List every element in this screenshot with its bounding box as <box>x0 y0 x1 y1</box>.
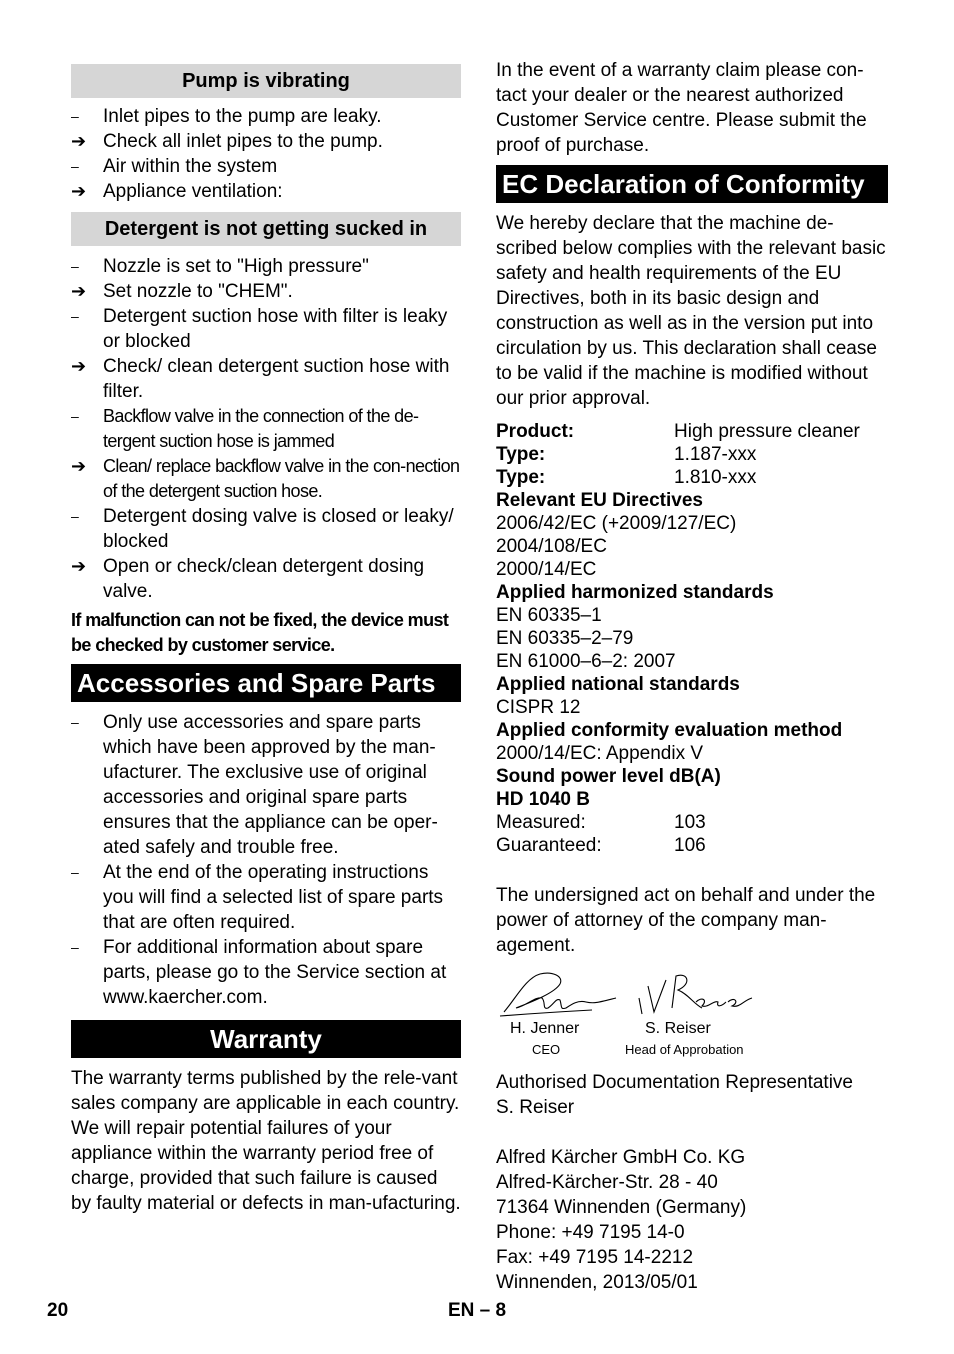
fax-line: Fax: +49 7195 14-2212 <box>496 1247 694 1268</box>
left-column <box>71 58 461 1216</box>
arrow-right-icon: ➔ <box>71 281 87 301</box>
signer2-name: S. Reiser <box>645 1020 711 1037</box>
sound-heading: Sound power level dB(A) <box>496 766 721 787</box>
signature-block <box>496 968 888 1057</box>
method-value: 2000/14/EC: Appendix V <box>496 743 704 764</box>
address-line: Alfred Kärcher GmbH Co. KG <box>496 1147 746 1168</box>
list-item <box>71 404 461 454</box>
list-item-text: Backflow valve in the connection of the de-tergent suction hose is jammed <box>103 406 419 451</box>
product-row <box>496 420 888 443</box>
type-value-1: 1.187-xxx <box>674 444 757 465</box>
detergent-items-list <box>71 254 461 604</box>
signatures-graphic <box>496 968 888 1028</box>
list-item-text: Detergent dosing valve is closed or leaky/ blocked <box>103 506 454 552</box>
list-item-text: Nozzle is set to "High pressure" <box>103 256 369 277</box>
signer1-title: CEO <box>532 1042 561 1057</box>
type-label-2: Type: <box>496 467 546 488</box>
malfunction-note: If malfunction can not be fixed, the device must be checked by customer service. <box>71 610 449 655</box>
place-date-line: Winnenden, 2013/05/01 <box>496 1272 698 1293</box>
signer1-name: H. Jenner <box>510 1020 580 1037</box>
page-number: 20 <box>47 1300 69 1321</box>
right-column <box>496 58 888 1295</box>
list-item <box>71 935 461 1010</box>
dash-bullet-icon: – <box>71 408 79 424</box>
measured-label: Measured: <box>496 812 586 833</box>
directives-heading: Relevant EU Directives <box>496 490 703 511</box>
list-item <box>71 454 461 504</box>
guaranteed-label: Guaranteed: <box>496 835 602 856</box>
address-line: 71364 Winnenden (Germany) <box>496 1197 747 1218</box>
accessories-items-list <box>71 710 461 1010</box>
type-label-1: Type: <box>496 444 546 465</box>
dash-bullet-icon: – <box>71 108 79 124</box>
list-item <box>71 179 461 204</box>
pump-vibrating-heading: Pump is vibrating <box>71 64 461 98</box>
warranty-claim-text: In the event of a warranty claim please con-tact your dealer or the nearest authorized Customer Service centre. Please submit the proof of purchase. <box>496 60 867 156</box>
directive-item: 2000/14/EC <box>496 559 597 580</box>
list-item-text: Inlet pipes to the pump are leaky. <box>103 106 382 127</box>
warranty-text: The warranty terms published by the rele-vant sales company are applicable in each country. We will repair potential failures of your appliance within the warranty period free of charge, provided that such failure is caused by faulty material or defects in man-ufacturing. <box>71 1068 461 1214</box>
list-item <box>71 354 461 404</box>
list-item <box>71 304 461 354</box>
national-item: CISPR 12 <box>496 697 581 718</box>
signer2-title: Head of Approbation <box>625 1042 744 1057</box>
list-item-text: Air within the system <box>103 156 278 177</box>
measured-row <box>496 811 888 834</box>
list-item <box>71 554 461 604</box>
representative-name: S. Reiser <box>496 1097 575 1118</box>
list-item-text: Appliance ventilation: <box>103 181 283 202</box>
product-value: High pressure cleaner <box>674 421 860 442</box>
list-item <box>71 860 461 935</box>
list-item <box>71 154 461 179</box>
list-item-text: Detergent suction hose with filter is leaky or blocked <box>103 306 448 352</box>
spec-table <box>496 420 888 857</box>
directive-item: 2004/108/EC <box>496 536 607 557</box>
harmonized-item: EN 61000–6–2: 2007 <box>496 651 676 672</box>
phone-line: Phone: +49 7195 14-0 <box>496 1222 685 1243</box>
declaration-text: We hereby declare that the machine de-scribed below complies with the relevant basic safety and health requirements of the EU Directives, both in its basic design and construction as well as in the version put into circulation by us. This declaration shall cease to be valid if the machine is modified without our prior approval. <box>496 213 886 409</box>
guaranteed-value: 106 <box>674 835 706 856</box>
type-value-2: 1.810-xxx <box>674 467 757 488</box>
signature-jenner <box>500 973 616 1016</box>
harmonized-item: EN 60335–1 <box>496 605 602 626</box>
pump-items-list <box>71 104 461 204</box>
list-item-text: Check/ clean detergent suction hose with filter. <box>103 356 450 402</box>
list-item <box>71 104 461 129</box>
arrow-right-icon: ➔ <box>71 356 87 376</box>
dash-bullet-icon: – <box>71 258 79 274</box>
list-item-text: Check all inlet pipes to the pump. <box>103 131 383 152</box>
directive-item: 2006/42/EC (+2009/127/EC) <box>496 513 737 534</box>
dash-bullet-icon: – <box>71 939 79 955</box>
harmonized-item: EN 60335–2–79 <box>496 628 634 649</box>
list-item-text: Open or check/clean detergent dosing valve. <box>103 556 425 602</box>
list-item-text: At the end of the operating instructions you will find a selected list of spare parts that are often required. <box>103 862 444 933</box>
list-item <box>71 710 461 860</box>
language-page-label: EN – 8 <box>448 1300 507 1321</box>
dash-bullet-icon: – <box>71 508 79 524</box>
arrow-right-icon: ➔ <box>71 556 87 576</box>
method-heading: Applied conformity evaluation method <box>496 720 843 741</box>
signature-reiser <box>639 975 752 1014</box>
type-row-1 <box>496 443 888 466</box>
arrow-right-icon: ➔ <box>71 181 87 201</box>
measured-value: 103 <box>674 812 706 833</box>
dash-bullet-icon: – <box>71 158 79 174</box>
harmonized-heading: Applied harmonized standards <box>496 582 774 603</box>
list-item-text: Set nozzle to "CHEM". <box>103 281 293 302</box>
ec-declaration-heading: EC Declaration of Conformity <box>496 165 888 203</box>
guaranteed-row <box>496 834 888 857</box>
representative-title: Authorised Documentation Representative <box>496 1072 853 1093</box>
list-item-text: For additional information about spare parts, please go to the Service section at www.kaercher.com. <box>103 937 447 1008</box>
dash-bullet-icon: – <box>71 864 79 880</box>
undersigned-text: The undersigned act on behalf and under the power of attorney of the company man-agement. <box>496 885 876 956</box>
national-heading: Applied national standards <box>496 674 740 695</box>
address-line: Alfred-Kärcher-Str. 28 - 40 <box>496 1172 718 1193</box>
list-item-text: Clean/ replace backflow valve in the con-nection of the detergent suction hose. <box>103 456 460 501</box>
arrow-right-icon: ➔ <box>71 456 86 476</box>
product-label: Product: <box>496 421 575 442</box>
model-name: HD 1040 B <box>496 789 590 810</box>
list-item <box>71 254 461 279</box>
list-item <box>71 129 461 154</box>
detergent-heading: Detergent is not getting sucked in <box>71 212 461 246</box>
dash-bullet-icon: – <box>71 308 79 324</box>
dash-bullet-icon: – <box>71 714 79 730</box>
accessories-heading: Accessories and Spare Parts <box>71 664 461 702</box>
list-item <box>71 504 461 554</box>
list-item <box>71 279 461 304</box>
warranty-heading: Warranty <box>71 1020 461 1058</box>
arrow-right-icon: ➔ <box>71 131 87 151</box>
type-row-2 <box>496 466 888 489</box>
list-item-text: Only use accessories and spare parts which have been approved by the man-ufacturer. The exclusive use of original accessories and original spare parts ensures that the appliance can be oper-ated safely and trouble free. <box>103 712 438 858</box>
